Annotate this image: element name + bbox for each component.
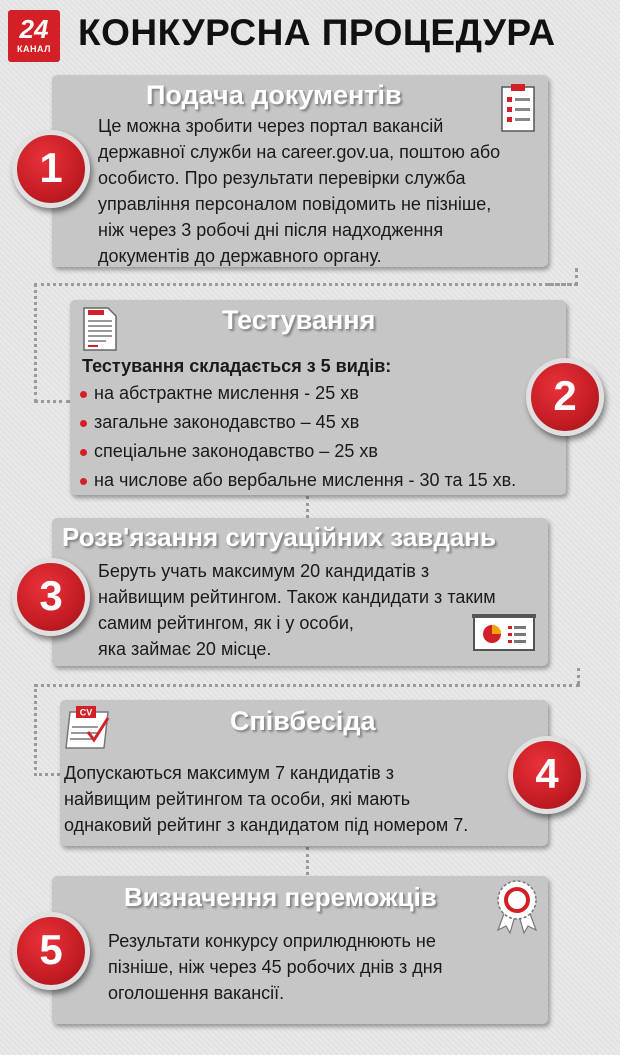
- text-line: оголошення вакансії.: [108, 983, 285, 1003]
- list-item: [80, 466, 516, 495]
- page-title: КОНКУРСНА ПРОЦЕДУРА: [78, 12, 556, 53]
- list-item: [80, 437, 516, 466]
- text-line: самим рейтингом, як і у особи,: [98, 613, 354, 633]
- step-1-number-badge: 1: [12, 130, 90, 208]
- step-3-card: [52, 518, 548, 666]
- step-1-title: Подача документів: [146, 80, 402, 110]
- presentation-board-icon: [472, 612, 536, 654]
- step-2-title: Тестування: [222, 305, 376, 335]
- text-line: Беруть учать максимум 20 кандидатів з: [98, 561, 430, 581]
- text-line: Результати конкурсу оприлюднюють не: [108, 931, 436, 951]
- step-2-card: [70, 300, 566, 495]
- bullet-icon: [80, 391, 87, 398]
- step-5-card: [52, 876, 548, 1024]
- list-item-text: спеціальне законодавство – 25 хв: [94, 441, 378, 461]
- text-line: найвищим рейтингом. Також кандидати з таким: [98, 587, 496, 607]
- step-3-text: [98, 558, 496, 662]
- connector-line: [34, 684, 580, 687]
- logo-number: 24: [19, 14, 49, 44]
- text-line: управління персоналом повідомить не пізніше,: [98, 194, 492, 214]
- text-line: Допускаються максимум 7 кандидатів з: [64, 763, 394, 783]
- step-5-title: Визначення переможців: [124, 882, 437, 912]
- list-item-text: загальне законодавство – 45 хв: [94, 412, 360, 432]
- clipboard-icon: [500, 83, 538, 133]
- step-3-number-badge: 3: [12, 558, 90, 636]
- text-line: пізніше, ніж через 45 робочих днів з дня: [108, 957, 443, 977]
- connector-line: [34, 283, 578, 286]
- connector-line: [34, 684, 60, 776]
- text-line: ніж через 3 робочі дні після надходження: [98, 220, 444, 240]
- text-line: Це можна зробити через портал вакансій: [98, 116, 444, 136]
- bullet-icon: [80, 420, 87, 427]
- cv-icon: [64, 704, 114, 750]
- bullet-icon: [80, 478, 87, 485]
- step-2-list: [80, 379, 516, 495]
- text-line: яка займає 20 місце.: [98, 639, 272, 659]
- step-4-title: Співбесіда: [230, 706, 376, 736]
- step-1-text: [98, 113, 500, 269]
- step-5-number-badge: 5: [12, 912, 90, 990]
- step-4-text: [64, 760, 468, 838]
- connector-line: [548, 668, 580, 684]
- list-item-text: на числове або вербальне мислення - 30 та 15 хв.: [94, 470, 517, 490]
- step-4-card: [60, 700, 548, 846]
- logo-text: КАНАЛ: [17, 44, 51, 54]
- step-2-intro: Тестування складається з 5 видів:: [82, 356, 392, 376]
- step-1-card: [52, 75, 548, 267]
- step-4-number-badge: 4: [508, 736, 586, 814]
- list-item: [80, 408, 516, 437]
- text-line: найвищим рейтингом та особи, які мають: [64, 789, 411, 809]
- list-item-text: на абстрактне мислення - 25 хв: [94, 383, 359, 403]
- award-rosette-icon: [494, 878, 540, 934]
- connector-line: [306, 847, 309, 875]
- channel-logo: [8, 10, 60, 62]
- connector-line: [34, 283, 70, 403]
- step-2-number-badge: 2: [526, 358, 604, 436]
- step-3-title: Розв'язання ситуаційних завдань: [62, 522, 496, 552]
- connector-line: [306, 496, 309, 518]
- bullet-icon: [80, 449, 87, 456]
- document-icon: [82, 306, 118, 352]
- cv-icon-label: CV: [79, 707, 93, 718]
- text-line: особисто. Про результати перевірки служба: [98, 168, 466, 188]
- step-5-text: [108, 928, 443, 1006]
- text-line: однаковий рейтинг з кандидатом під номером 7.: [64, 815, 469, 835]
- text-line: державної служби на career.gov.ua, поштою або: [98, 142, 501, 162]
- text-line: документів до державного органу.: [98, 246, 382, 266]
- list-item: [80, 379, 516, 408]
